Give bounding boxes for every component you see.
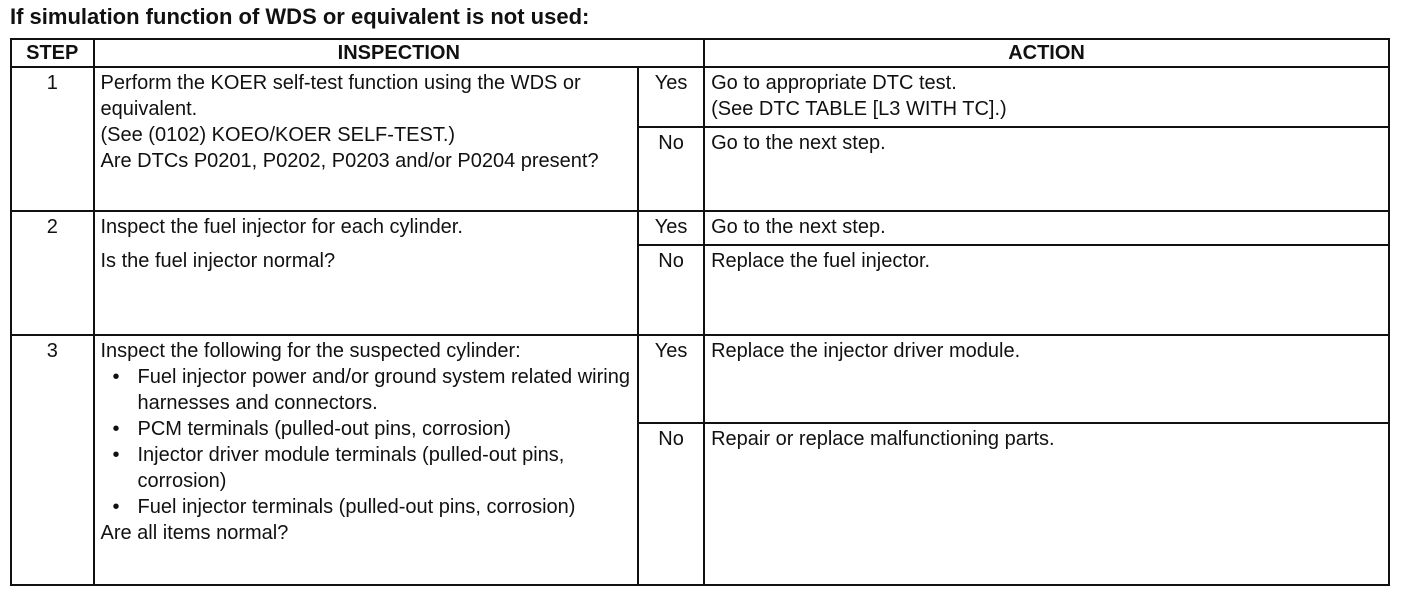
no-label: No xyxy=(638,245,704,335)
page-title: If simulation function of WDS or equivalent is not used: xyxy=(10,4,590,29)
list-item: • Fuel injector power and/or ground system related wiring harnesses and connectors. xyxy=(101,364,632,416)
diagnostic-table xyxy=(10,38,1390,586)
inspection-text: Inspect the following for the suspected cylinder: xyxy=(100,340,521,362)
no-action: Repair or replace malfunctioning parts. xyxy=(704,423,1389,585)
step-number: 1 xyxy=(11,67,94,211)
inspection-question: Are all items normal? xyxy=(100,522,289,544)
yes-label: Yes xyxy=(638,211,704,245)
table-row xyxy=(11,335,1389,423)
action-reference: (See DTC TABLE [L3 WITH TC].) xyxy=(711,98,1007,120)
inspection-cell xyxy=(94,335,639,585)
list-item: • Injector driver module terminals (pulled-out pins, corrosion) xyxy=(101,442,632,494)
inspection-cell xyxy=(94,211,639,335)
table-header-row xyxy=(11,39,1389,67)
yes-action: Replace the injector driver module. xyxy=(704,335,1389,423)
inspection-text: Perform the KOER self-test function using the WDS or equivalent. xyxy=(100,72,581,120)
step-number: 2 xyxy=(11,211,94,335)
inspection-header: INSPECTION xyxy=(94,39,705,67)
table-row xyxy=(11,211,1389,245)
inspection-reference: (See (0102) KOEO/KOER SELF-TEST.) xyxy=(100,124,456,146)
inspection-text: Inspect the fuel injector for each cylinder. xyxy=(100,216,463,238)
yes-action-cell xyxy=(704,67,1389,127)
no-action: Go to the next step. xyxy=(704,127,1389,211)
no-action: Replace the fuel injector. xyxy=(704,245,1389,335)
inspection-bullet-list xyxy=(101,364,632,520)
list-item: • PCM terminals (pulled-out pins, corrosion) xyxy=(101,416,632,442)
yes-label: Yes xyxy=(638,335,704,423)
table-row xyxy=(11,67,1389,127)
action-header: ACTION xyxy=(704,39,1389,67)
list-item: • Fuel injector terminals (pulled-out pins, corrosion) xyxy=(101,494,632,520)
yes-action: Go to the next step. xyxy=(704,211,1389,245)
step-header: STEP xyxy=(11,39,94,67)
no-label: No xyxy=(638,127,704,211)
inspection-question: Are DTCs P0201, P0202, P0203 and/or P0204 present? xyxy=(100,150,599,172)
action-text: Go to appropriate DTC test. xyxy=(711,72,957,94)
no-label: No xyxy=(638,423,704,585)
step-number: 3 xyxy=(11,335,94,585)
yes-label: Yes xyxy=(638,67,704,127)
inspection-cell xyxy=(94,67,639,211)
inspection-question: Is the fuel injector normal? xyxy=(100,250,336,272)
